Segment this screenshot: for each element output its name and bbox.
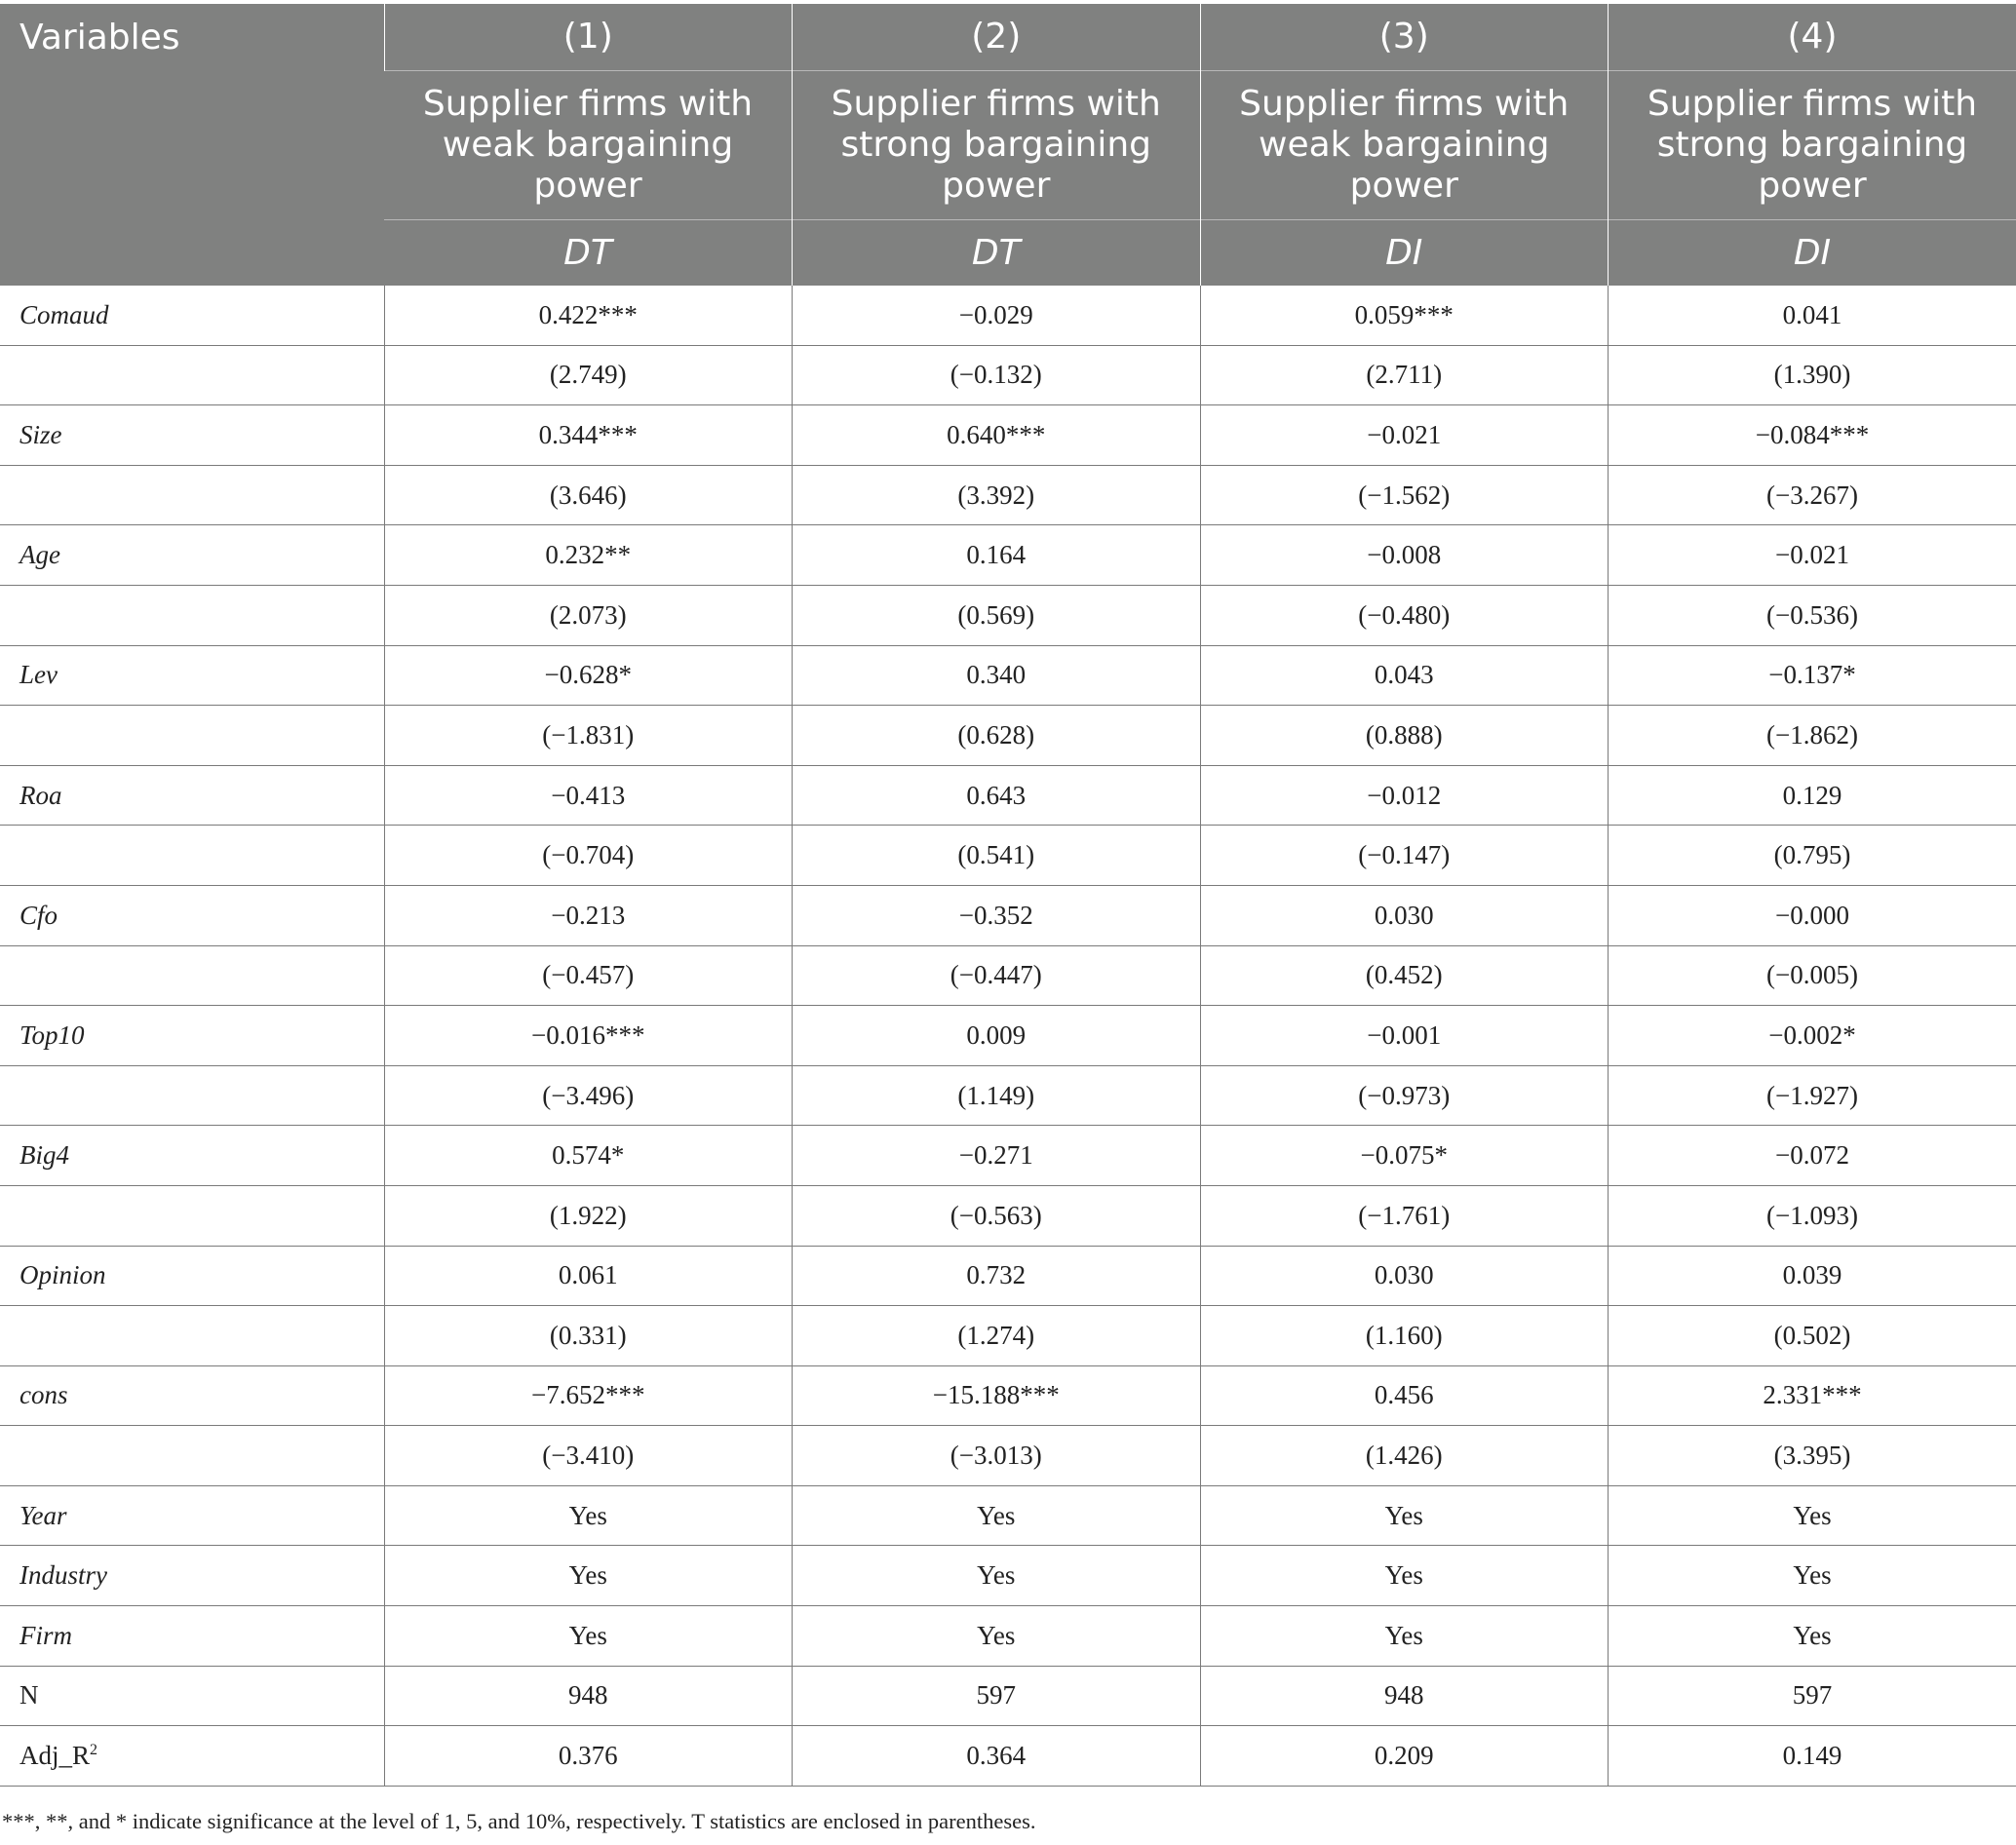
cell-value: (−0.457): [384, 945, 793, 1006]
cell-value: Yes: [793, 1606, 1201, 1667]
table-row-top10: [0, 1006, 2016, 1066]
table-row-cfo: [0, 885, 2016, 945]
row-label-text: Top10: [19, 1019, 85, 1050]
table-row-t-statistics: [0, 1426, 2016, 1486]
cell-value: (−0.973): [1200, 1065, 1609, 1126]
table-row-comaud: [0, 286, 2016, 345]
regression-results-table: [0, 4, 2016, 1787]
cell-value: 0.232**: [384, 525, 793, 586]
cell-value: Yes: [384, 1546, 793, 1606]
cell-value: −0.021: [1200, 405, 1609, 466]
table-row-firm: [0, 1606, 2016, 1667]
cell-value: −0.000: [1609, 885, 2016, 945]
table-row-t-statistics: [0, 945, 2016, 1006]
row-label: [0, 1006, 384, 1066]
cell-value: (1.160): [1200, 1306, 1609, 1366]
cell-value: (−3.496): [384, 1065, 793, 1126]
cell-value: Yes: [1609, 1606, 2016, 1667]
cell-value: −0.413: [384, 765, 793, 826]
cell-value: (−1.562): [1200, 465, 1609, 525]
cell-value: (1.390): [1609, 345, 2016, 405]
row-label-text: Big4: [19, 1140, 69, 1171]
table-row-industry: [0, 1546, 2016, 1606]
cell-value: 948: [1200, 1666, 1609, 1726]
cell-value: (−3.267): [1609, 465, 2016, 525]
column-description-2: Supplier firms with strong bargaining power: [793, 71, 1201, 220]
column-description-3: Supplier firms with weak bargaining power: [1200, 71, 1609, 220]
cell-value: 0.043: [1200, 645, 1609, 706]
column-number-1: (1): [384, 4, 793, 71]
row-label: [0, 1306, 384, 1366]
dependent-variable-2: DT: [793, 220, 1201, 287]
cell-value: (0.795): [1609, 826, 2016, 886]
cell-value: (−0.132): [793, 345, 1201, 405]
table-row-t-statistics: [0, 465, 2016, 525]
cell-value: 0.643: [793, 765, 1201, 826]
row-label: [0, 1065, 384, 1126]
table-row-t-statistics: [0, 1065, 2016, 1126]
cell-value: −15.188***: [793, 1365, 1201, 1426]
table-row-year: [0, 1485, 2016, 1546]
table-row-roa: [0, 765, 2016, 826]
table-row-big4: [0, 1126, 2016, 1186]
cell-value: (2.073): [384, 585, 793, 645]
row-label: [0, 765, 384, 826]
cell-value: 2.331***: [1609, 1365, 2016, 1426]
cell-value: 0.340: [793, 645, 1201, 706]
cell-value: (0.888): [1200, 706, 1609, 766]
variables-header: Variables: [0, 4, 384, 286]
table-body: [0, 286, 2016, 1786]
cell-value: Yes: [793, 1485, 1201, 1546]
row-label: [0, 465, 384, 525]
cell-value: Yes: [384, 1485, 793, 1546]
cell-value: (1.922): [384, 1185, 793, 1246]
table-row-cons: [0, 1365, 2016, 1426]
row-label: [0, 286, 384, 345]
row-label: [0, 1666, 384, 1726]
cell-value: Yes: [793, 1546, 1201, 1606]
cell-value: (−3.410): [384, 1426, 793, 1486]
row-label-text: N: [19, 1680, 39, 1710]
cell-value: 0.129: [1609, 765, 2016, 826]
row-label: [0, 1546, 384, 1606]
column-number-2: (2): [793, 4, 1201, 71]
table-row-opinion: [0, 1246, 2016, 1306]
cell-value: (3.392): [793, 465, 1201, 525]
column-description-1: Supplier firms with weak bargaining power: [384, 71, 793, 220]
cell-value: (2.749): [384, 345, 793, 405]
row-label-text: Adj_R: [19, 1741, 91, 1771]
cell-value: −0.002*: [1609, 1006, 2016, 1066]
row-label-text: Firm: [19, 1620, 72, 1650]
cell-value: 0.149: [1609, 1726, 2016, 1787]
cell-value: 0.164: [793, 525, 1201, 586]
cell-value: 0.376: [384, 1726, 793, 1787]
cell-value: Yes: [1200, 1485, 1609, 1546]
cell-value: (−0.005): [1609, 945, 2016, 1006]
cell-value: 0.364: [793, 1726, 1201, 1787]
row-label-text: Cfo: [19, 900, 58, 930]
cell-value: −0.084***: [1609, 405, 2016, 466]
cell-value: 597: [793, 1666, 1201, 1726]
cell-value: 597: [1609, 1666, 2016, 1726]
cell-value: (0.331): [384, 1306, 793, 1366]
cell-value: 0.059***: [1200, 286, 1609, 345]
row-label-text: Roa: [19, 780, 62, 810]
row-label: [0, 706, 384, 766]
table-row-adj-r: [0, 1726, 2016, 1787]
cell-value: (−0.536): [1609, 585, 2016, 645]
table-header: [0, 4, 2016, 286]
cell-value: (3.646): [384, 465, 793, 525]
row-label: [0, 1606, 384, 1667]
cell-value: 0.061: [384, 1246, 793, 1306]
cell-value: (3.395): [1609, 1426, 2016, 1486]
cell-value: (−0.563): [793, 1185, 1201, 1246]
cell-value: 0.732: [793, 1246, 1201, 1306]
row-label-text: Industry: [19, 1560, 107, 1591]
table-row-n: [0, 1666, 2016, 1726]
cell-value: (0.541): [793, 826, 1201, 886]
cell-value: −0.029: [793, 286, 1201, 345]
cell-value: Yes: [1609, 1485, 2016, 1546]
cell-value: −0.352: [793, 885, 1201, 945]
table-row-size: [0, 405, 2016, 466]
cell-value: 0.041: [1609, 286, 2016, 345]
cell-value: −0.008: [1200, 525, 1609, 586]
row-label: [0, 1485, 384, 1546]
cell-value: 0.456: [1200, 1365, 1609, 1426]
cell-value: 0.422***: [384, 286, 793, 345]
row-label: [0, 1726, 384, 1787]
row-label: [0, 585, 384, 645]
row-label: [0, 1426, 384, 1486]
row-label: [0, 525, 384, 586]
cell-value: 0.640***: [793, 405, 1201, 466]
cell-value: (−1.761): [1200, 1185, 1609, 1246]
column-number-4: (4): [1609, 4, 2016, 71]
cell-value: Yes: [1200, 1606, 1609, 1667]
row-label: [0, 1126, 384, 1186]
row-label-text: Age: [19, 540, 60, 570]
cell-value: −0.213: [384, 885, 793, 945]
row-label-superscript: 2: [90, 1742, 98, 1759]
row-label-text: Size: [19, 419, 62, 449]
cell-value: (−1.831): [384, 706, 793, 766]
column-number-3: (3): [1200, 4, 1609, 71]
cell-value: 0.209: [1200, 1726, 1609, 1787]
table-row-t-statistics: [0, 1185, 2016, 1246]
dependent-variable-3: DI: [1200, 220, 1609, 287]
cell-value: 0.030: [1200, 1246, 1609, 1306]
cell-value: (0.569): [793, 585, 1201, 645]
table-row-t-statistics: [0, 585, 2016, 645]
cell-value: (−1.862): [1609, 706, 2016, 766]
cell-value: −0.016***: [384, 1006, 793, 1066]
row-label: [0, 405, 384, 466]
row-label: [0, 1246, 384, 1306]
cell-value: (1.149): [793, 1065, 1201, 1126]
header-row-column-numbers: [0, 4, 2016, 71]
table-footnote: ***, **, and * indicate significance at the level of 1, 5, and 10%, respectively. T statistics are enclosed in parentheses.: [2, 1809, 1036, 1833]
cell-value: (2.711): [1200, 345, 1609, 405]
row-label: [0, 1365, 384, 1426]
cell-value: (1.274): [793, 1306, 1201, 1366]
row-label-text: Comaud: [19, 299, 109, 329]
cell-value: 0.574*: [384, 1126, 793, 1186]
cell-value: −0.137*: [1609, 645, 2016, 706]
cell-value: −0.012: [1200, 765, 1609, 826]
cell-value: (−0.147): [1200, 826, 1609, 886]
cell-value: −0.075*: [1200, 1126, 1609, 1186]
cell-value: (−3.013): [793, 1426, 1201, 1486]
cell-value: −0.271: [793, 1126, 1201, 1186]
cell-value: 0.039: [1609, 1246, 2016, 1306]
cell-value: 948: [384, 1666, 793, 1726]
cell-value: (1.426): [1200, 1426, 1609, 1486]
table-row-lev: [0, 645, 2016, 706]
row-label-text: Year: [19, 1500, 67, 1530]
table-row-t-statistics: [0, 706, 2016, 766]
row-label: [0, 826, 384, 886]
row-label: [0, 885, 384, 945]
table-row-age: [0, 525, 2016, 586]
row-label: [0, 645, 384, 706]
table-row-t-statistics: [0, 1306, 2016, 1366]
row-label-text: Lev: [19, 660, 58, 690]
cell-value: (−0.480): [1200, 585, 1609, 645]
cell-value: −0.021: [1609, 525, 2016, 586]
table-row-t-statistics: [0, 826, 2016, 886]
cell-value: 0.344***: [384, 405, 793, 466]
cell-value: (0.502): [1609, 1306, 2016, 1366]
row-label: [0, 1185, 384, 1246]
row-label: [0, 945, 384, 1006]
cell-value: (−0.447): [793, 945, 1201, 1006]
cell-value: Yes: [1200, 1546, 1609, 1606]
cell-value: 0.030: [1200, 885, 1609, 945]
cell-value: Yes: [384, 1606, 793, 1667]
cell-value: (−1.093): [1609, 1185, 2016, 1246]
dependent-variable-4: DI: [1609, 220, 2016, 287]
cell-value: (0.452): [1200, 945, 1609, 1006]
cell-value: Yes: [1609, 1546, 2016, 1606]
cell-value: (−0.704): [384, 826, 793, 886]
column-description-4: Supplier firms with strong bargaining power: [1609, 71, 2016, 220]
cell-value: (−1.927): [1609, 1065, 2016, 1126]
cell-value: 0.009: [793, 1006, 1201, 1066]
cell-value: −0.628*: [384, 645, 793, 706]
cell-value: −0.001: [1200, 1006, 1609, 1066]
cell-value: −0.072: [1609, 1126, 2016, 1186]
cell-value: (0.628): [793, 706, 1201, 766]
row-label-text: cons: [19, 1380, 68, 1410]
cell-value: −7.652***: [384, 1365, 793, 1426]
dependent-variable-1: DT: [384, 220, 793, 287]
row-label-text: Opinion: [19, 1260, 106, 1290]
row-label: [0, 345, 384, 405]
table-row-t-statistics: [0, 345, 2016, 405]
